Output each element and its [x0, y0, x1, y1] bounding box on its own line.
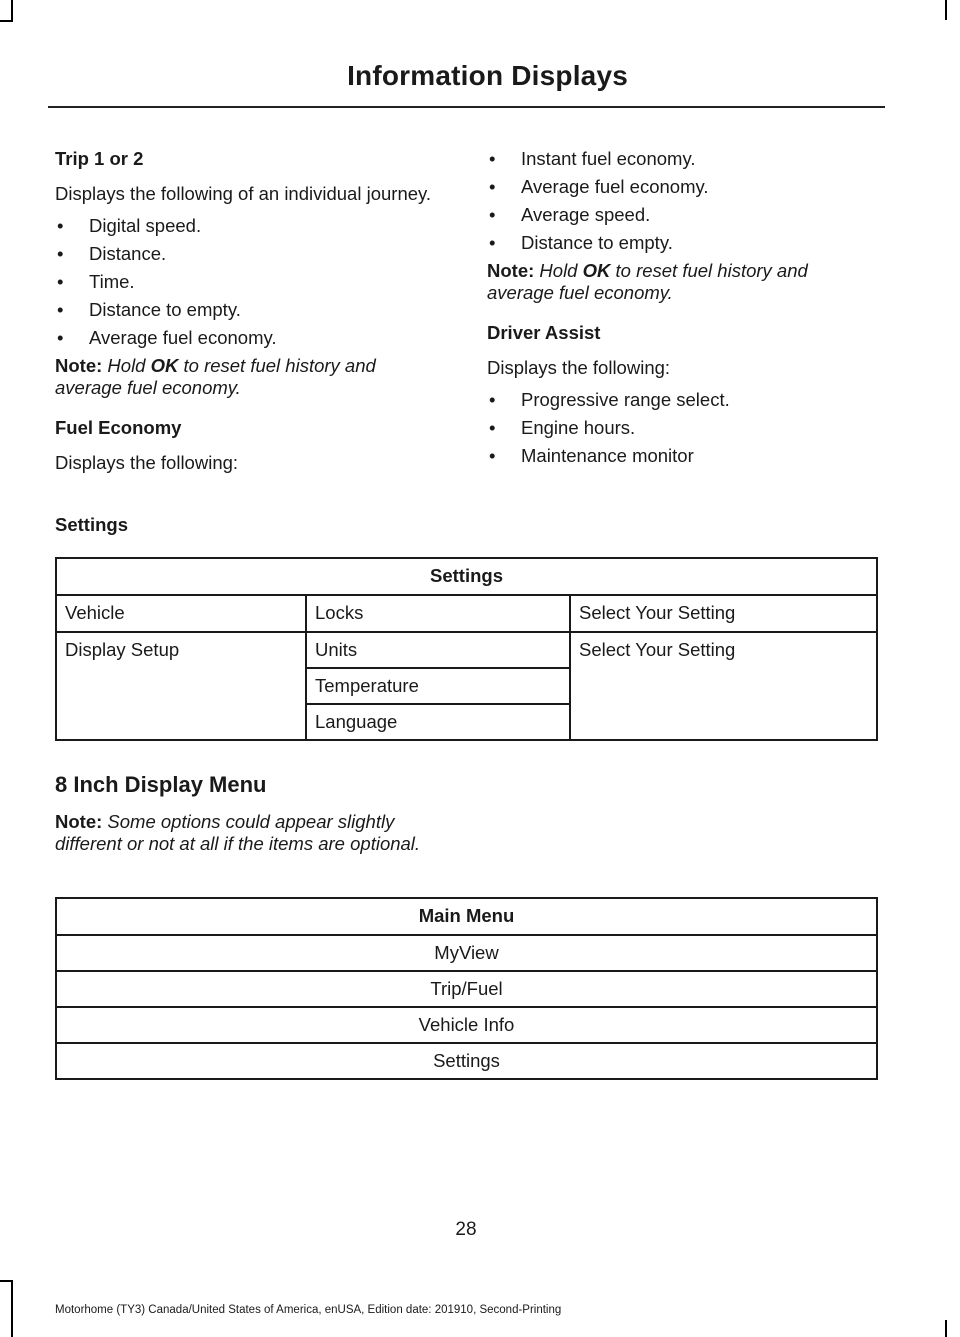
list-item: • Progressive range select.: [487, 389, 867, 411]
settings-table: [55, 557, 878, 741]
crop-mark: [11, 0, 13, 20]
table-row: [56, 632, 877, 668]
crop-mark: [0, 20, 13, 22]
ok-key: OK: [582, 260, 611, 281]
list-item: • Distance to empty.: [55, 299, 435, 321]
assist-heading: Driver Assist: [487, 322, 601, 343]
table-row: [56, 595, 877, 632]
fuel-heading: Fuel Economy: [55, 417, 182, 438]
list-item: • Distance.: [55, 243, 435, 265]
page-number: 28: [455, 1219, 477, 1240]
table-cell: Locks: [306, 595, 570, 632]
main-menu-table: [55, 897, 878, 1080]
crop-mark: [945, 1320, 947, 1337]
settings-heading: Settings: [55, 514, 128, 535]
list-item: • Time.: [55, 271, 435, 293]
table-cell: Select Your Setting: [570, 632, 877, 740]
fuel-note: [487, 260, 867, 304]
right-column: [487, 148, 867, 473]
assist-list: [487, 389, 867, 467]
crop-mark: [11, 1280, 13, 1337]
note-text: to reset fuel history and average fuel economy.: [55, 355, 376, 398]
fuel-description: Displays the following:: [55, 452, 239, 473]
note-text: Hold: [102, 355, 151, 376]
trip-description: Displays the following of an individual journey.: [55, 183, 432, 204]
list-item: • Engine hours.: [487, 417, 867, 439]
table-cell: Trip/Fuel: [56, 971, 877, 1007]
note-text: Some options could appear slightly different or not at all if the items are optional.: [55, 811, 421, 854]
list-item: • Distance to empty.: [487, 232, 867, 254]
list-item: • Maintenance monitor: [487, 445, 867, 467]
table-cell: Select Your Setting: [570, 595, 877, 632]
table-header: Main Menu: [56, 898, 877, 935]
note-text: Hold: [534, 260, 583, 281]
footer-text: Motorhome (TY3) Canada/United States of America, enUSA, Edition date: 201910, Second-Printing: [55, 1304, 562, 1316]
table-cell: Temperature: [306, 668, 570, 704]
table-row: [56, 898, 877, 935]
table-cell: Vehicle: [56, 595, 306, 632]
list-item: • Average fuel economy.: [487, 176, 867, 198]
list-item: • Instant fuel economy.: [487, 148, 867, 170]
header-rule: [48, 106, 885, 108]
fuel-list: [487, 148, 867, 254]
assist-description: Displays the following:: [487, 357, 671, 378]
crop-mark: [945, 0, 947, 20]
table-row: [56, 1007, 877, 1043]
table-cell: Vehicle Info: [56, 1007, 877, 1043]
page-title: Information Displays: [347, 60, 628, 91]
note-label: Note:: [55, 811, 103, 832]
table-row: [56, 558, 877, 595]
note-label: Note:: [55, 355, 103, 376]
trip-note: [55, 355, 435, 399]
list-item: • Digital speed.: [55, 215, 435, 237]
list-item: • Average fuel economy.: [55, 327, 435, 349]
trip-list: [55, 215, 435, 349]
table-cell: Display Setup: [56, 632, 306, 740]
table-row: [56, 971, 877, 1007]
table-cell: Language: [306, 704, 570, 740]
left-column: [55, 148, 435, 474]
table-cell: Units: [306, 632, 570, 668]
list-item: • Average speed.: [487, 204, 867, 226]
table-row: [56, 935, 877, 971]
note-text: to reset fuel history and average fuel economy.: [487, 260, 808, 303]
menu-heading: 8 Inch Display Menu: [55, 772, 267, 797]
menu-note: [55, 811, 455, 855]
crop-mark: [0, 1280, 13, 1282]
trip-heading: Trip 1 or 2: [55, 148, 144, 169]
table-cell: MyView: [56, 935, 877, 971]
table-header: Settings: [56, 558, 877, 595]
note-label: Note:: [487, 260, 535, 281]
table-cell: Settings: [56, 1043, 877, 1079]
ok-key: OK: [150, 355, 179, 376]
table-row: [56, 1043, 877, 1079]
